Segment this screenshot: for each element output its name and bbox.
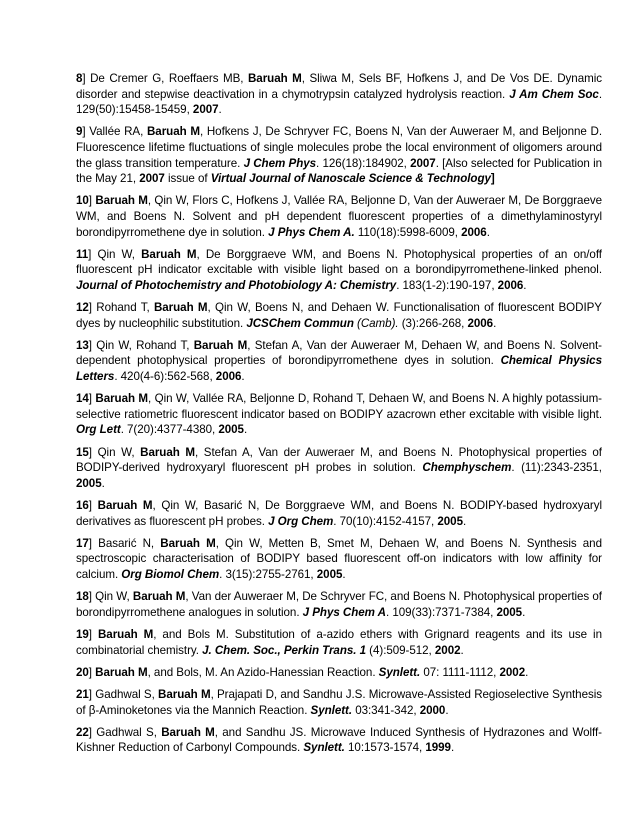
- reference-text: . 183(1-2):190-197,: [396, 278, 498, 292]
- reference-number: 16: [76, 499, 89, 512]
- reference-text: (3):266-268,: [398, 316, 468, 330]
- reference-text: Journal of Photochemistry and Photobiology A: Chemistry: [76, 278, 397, 292]
- reference-text: .: [342, 567, 346, 581]
- reference-item: [76, 536, 602, 583]
- reference-text: 2006: [215, 370, 242, 384]
- reference-text: J Chem Phys: [243, 156, 317, 170]
- reference-text: .: [522, 605, 526, 619]
- reference-text: . 420(4-6):562-568,: [114, 370, 216, 384]
- reference-text: Synlett.: [310, 703, 353, 717]
- reference-number: 19: [76, 627, 89, 641]
- reference-text: 2005: [316, 567, 343, 581]
- reference-item: [76, 498, 602, 529]
- reference-text: ] Qin W,: [88, 247, 142, 261]
- reference-text: Baruah M: [153, 301, 208, 315]
- reference-text: ]: [490, 172, 495, 186]
- reference-text: .: [486, 225, 490, 239]
- reference-text: ] Qin W,: [88, 445, 141, 459]
- reference-text: ]: [88, 499, 98, 512]
- reference-text: , Qin W, Vallée RA, Beljonne D, Rohand T, Dehaen W, and Boens N. A highly potassium-selective ratiometric fluorescent indicator based on BODIPY azacrown ether excitable with visible light.: [76, 392, 602, 421]
- reference-number: 18: [76, 590, 89, 604]
- reference-item: [76, 665, 602, 681]
- reference-text: , Qin W, Flors C, Hofkens J, Vallée RA, Beljonne D, Van der Auweraer M, De Borggraeve WM, and Boens N. Solvent and pH dependent fluorescent properties of a dimethylaminostyryl borondipyrromethene dye in solution.: [76, 194, 602, 239]
- reference-text: Chemphyschem: [422, 461, 512, 475]
- reference-text: ]: [88, 627, 98, 641]
- reference-text: J Phys Chem A: [302, 605, 386, 619]
- reference-text: ]: [88, 392, 96, 406]
- reference-text: Synlett.: [303, 741, 345, 755]
- reference-text: , and Bols M. Substitution of a-azido ethers with Grignard reagents and its use in combinatorial chemistry.: [76, 627, 602, 657]
- reference-text: Baruah M: [160, 536, 216, 550]
- reference-text: , Van der Auweraer M, De Schryver FC, and Boens N. Photophysical properties of borondipyrromethene analogues in solution.: [76, 590, 602, 619]
- reference-number: 14: [76, 392, 89, 406]
- reference-text: . 109(33):7371-7384,: [386, 605, 497, 619]
- reference-number: 8: [76, 72, 83, 85]
- reference-text: J. Chem. Soc., Perkin Trans. 1: [202, 643, 366, 657]
- reference-text: Org Biomol Chem: [121, 567, 220, 581]
- reference-text: , and Sandhu JS. Microwave Induced Synthesis of Hydrazones and Wolff-Kishner Reduction of Carbonyl Compounds.: [76, 725, 602, 755]
- reference-text: 2002: [499, 665, 526, 679]
- reference-text: , Qin W, Metten B, Smet M, Dehaen W, and Boens N. Synthesis and spectroscopic characterisation of BODIPY based fluorescent off-on indicators with low affinity for calcium.: [76, 536, 602, 581]
- reference-text: .: [525, 665, 529, 679]
- reference-text: .: [241, 370, 245, 384]
- reference-text: ] Qin W, Rohand T,: [88, 338, 194, 352]
- reference-item: [76, 193, 602, 240]
- reference-text: . (11):2343-2351,: [511, 461, 602, 475]
- reference-text: J Am Chem Soc: [509, 87, 599, 101]
- reference-text: .: [493, 316, 497, 330]
- reference-text: , Stefan A, Van der Auweraer M, and Boens N. Photophysical properties of BODIPY-derived hydroxyaryl fluorescent pH probes in solution.: [76, 445, 602, 475]
- reference-text: . 70(10):4152-4157,: [333, 514, 438, 528]
- reference-text: , Hofkens J, De Schryver FC, Boens N, Van der Auweraer M, and Beljonne D. Fluorescence lifetime fluctuations of single molecules probe the local environment of oligomers around the glass transition temperature.: [76, 125, 602, 170]
- reference-text: .: [523, 278, 527, 292]
- reference-text: , Qin W, Basarić N, De Borggraeve WM, and Boens N. BODIPY-based hydroxyaryl derivatives as fluorescent pH probes.: [76, 499, 603, 528]
- reference-number: 13: [76, 338, 89, 352]
- reference-text: .: [218, 103, 222, 117]
- reference-text: Synlett.: [378, 665, 421, 679]
- reference-item: [76, 124, 602, 186]
- reference-number: 20: [76, 665, 89, 679]
- reference-text: (4):509-512,: [366, 643, 435, 657]
- reference-text: JCSChem Commun: [246, 316, 354, 330]
- reference-item: [76, 725, 602, 756]
- reference-text: , De Borggraeve WM, and Boens N. Photophysical properties of an on/off fluorescent pH indicator excitable with visible light based on a borondipyrromethene-linked phenol.: [76, 247, 602, 277]
- reference-text: Baruah M: [146, 125, 200, 139]
- reference-text: 2005: [76, 476, 102, 490]
- reference-text: .: [445, 703, 449, 717]
- reference-text: Chemical Physics Letters: [76, 354, 602, 384]
- reference-text: ] Basarić N,: [88, 536, 161, 550]
- reference-text: , Stefan A, Van der Auweraer M, Dehaen W, and Boens N. Solvent-dependent photophysical properties of borondipyrromethene dyes in solution.: [76, 338, 602, 368]
- reference-number: 22: [76, 725, 89, 739]
- reference-text: Baruah M: [95, 194, 148, 208]
- reference-text: ] Gadhwal S,: [88, 725, 162, 739]
- reference-text: Baruah M: [97, 627, 154, 641]
- reference-text: , Qin W, Boens N, and Dehaen W. Functionalisation of fluorescent BODIPY dyes by nucleophilic substitution.: [76, 301, 602, 330]
- reference-text: 2006: [461, 225, 487, 239]
- reference-number: 15: [76, 445, 89, 459]
- reference-text: 2006: [467, 316, 494, 330]
- reference-text: (Camb).: [353, 316, 399, 330]
- reference-item: [76, 247, 602, 294]
- reference-text: . 7(20):4377-4380,: [120, 423, 219, 437]
- reference-text: , Prajapati D, and Sandhu J.S. Microwave-Assisted Regioselective Synthesis of β-Aminoketones via the Mannich Reaction.: [76, 687, 602, 717]
- reference-text: Baruah M: [193, 338, 248, 352]
- reference-text: ]: [88, 194, 96, 208]
- reference-text: ] Qin W,: [88, 590, 133, 604]
- reference-text: ] Rohand T,: [88, 301, 154, 315]
- reference-text: Baruah M: [132, 590, 186, 604]
- reference-number: 10: [76, 194, 89, 208]
- reference-item: [76, 687, 602, 718]
- reference-text: ] Vallée RA,: [82, 125, 147, 139]
- reference-text: 110(18):5998-6009,: [354, 225, 462, 239]
- reference-text: .: [243, 423, 248, 437]
- reference-text: ] Gadhwal S,: [88, 687, 159, 701]
- reference-text: Baruah M: [141, 247, 197, 261]
- reference-text: . [Also selected for Publication in the May 21,: [76, 156, 603, 186]
- reference-text: . 126(18):184902,: [316, 156, 411, 170]
- reference-number: 9: [76, 125, 83, 139]
- reference-text: 03:341-342,: [352, 703, 420, 717]
- reference-text: 2007: [139, 172, 165, 186]
- reference-text: . 129(50):15458-15459,: [76, 87, 603, 117]
- reference-number: 21: [76, 687, 89, 701]
- reference-text: . 3(15):2755-2761,: [219, 567, 317, 581]
- reference-text: 2000: [419, 703, 446, 717]
- reference-text: 2005: [218, 423, 244, 437]
- reference-item: [76, 338, 602, 385]
- reference-text: J Phys Chem A.: [268, 225, 355, 239]
- reference-item: [76, 71, 602, 118]
- reference-text: .: [450, 741, 455, 755]
- reference-text: Baruah M: [161, 725, 215, 739]
- reference-text: J Org Chem: [268, 514, 334, 528]
- reference-text: Baruah M: [140, 445, 195, 459]
- reference-text: 2005: [437, 514, 463, 528]
- reference-text: .: [460, 643, 464, 657]
- reference-text: 2007: [410, 156, 436, 170]
- reference-item: [76, 391, 602, 438]
- reference-item: [76, 589, 602, 620]
- reference-item: [76, 300, 602, 331]
- reference-text: Baruah M: [95, 665, 148, 679]
- reference-item: [76, 627, 602, 658]
- reference-number: 12: [76, 301, 89, 315]
- reference-text: , and Bols, M. An Azido-Hanessian Reaction.: [147, 665, 379, 679]
- reference-text: .: [462, 514, 467, 528]
- reference-number: 17: [76, 536, 89, 550]
- reference-text: ] De Cremer G, Roeffaers MB,: [82, 72, 248, 85]
- reference-text: issue of: [164, 172, 211, 186]
- reference-text: 1999: [425, 741, 451, 755]
- reference-text: 2007: [192, 103, 219, 117]
- reference-text: 2002: [434, 643, 461, 657]
- reference-text: ]: [88, 665, 96, 679]
- reference-text: 2006: [497, 278, 524, 292]
- reference-list: [76, 71, 602, 756]
- reference-item: [76, 445, 602, 492]
- reference-text: .: [101, 476, 105, 490]
- reference-text: Baruah M: [95, 392, 149, 406]
- reference-text: Virtual Journal of Nanoscale Science & Technology: [210, 172, 491, 186]
- reference-text: Baruah M: [247, 72, 302, 85]
- reference-number: 11: [76, 247, 89, 261]
- reference-text: 07: 1111-1112,: [420, 665, 500, 679]
- reference-text: Baruah M: [97, 499, 153, 512]
- reference-text: Org Lett: [76, 423, 121, 437]
- reference-text: 10:1573-1574,: [344, 741, 426, 755]
- reference-text: 2005: [496, 605, 523, 619]
- reference-text: , Sliwa M, Sels BF, Hofkens J, and De Vos DE. Dynamic disorder and stepwise deactivation in a chymotrypsin catalyzed hydrolysis reaction.: [76, 72, 602, 101]
- reference-text: Baruah M: [158, 687, 211, 701]
